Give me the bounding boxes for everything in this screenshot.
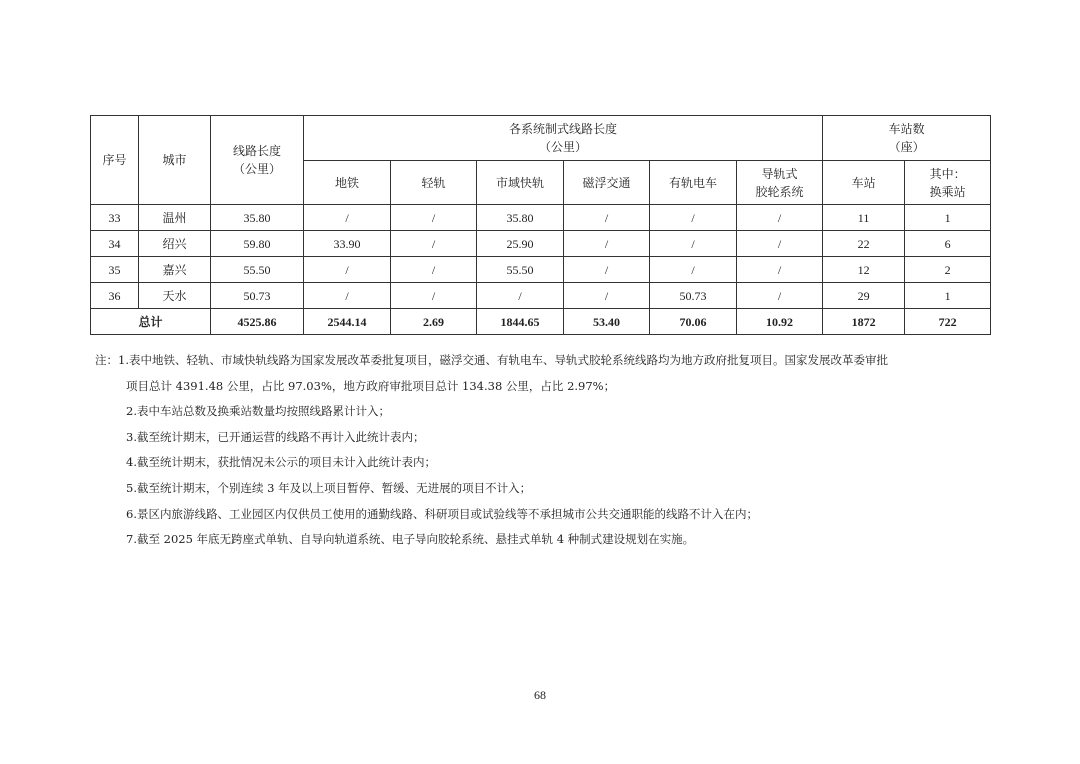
header-length-unit: （公里） xyxy=(232,162,281,176)
cell-transfer: 6 xyxy=(905,231,991,257)
table-row xyxy=(91,205,991,231)
cell-stations: 12 xyxy=(823,257,905,283)
cell-metro: / xyxy=(304,283,391,309)
header-metro: 地铁 xyxy=(304,161,391,205)
cell-metro: / xyxy=(304,257,391,283)
table-row xyxy=(91,257,991,283)
header-systems-label: 各系统制式线路长度 xyxy=(509,122,618,136)
cell-light-rail: / xyxy=(391,283,477,309)
note-line: 注：1.表中地铁、轻轨、市域快轨线路为国家发展改革委批复项目，磁浮交通、有轨电车、导轨式胶轮系统线路均为地方政府批复项目。国家发展改革委审批 xyxy=(95,353,888,368)
header-maglev: 磁浮交通 xyxy=(564,161,650,205)
cell-tram: / xyxy=(650,231,737,257)
cell-index: 36 xyxy=(91,283,139,309)
total-guided: 10.92 xyxy=(737,309,823,335)
total-transfer: 722 xyxy=(905,309,991,335)
cell-guided: / xyxy=(737,231,823,257)
cell-maglev: / xyxy=(564,231,650,257)
total-metro: 2544.14 xyxy=(304,309,391,335)
header-transfer xyxy=(905,161,991,205)
cell-guided: / xyxy=(737,283,823,309)
header-length-label: 线路长度 xyxy=(232,144,281,158)
cell-maglev: / xyxy=(564,205,650,231)
note-line: 5.截至统计期末，个别连续 3 年及以上项目暂停、暂缓、无进展的项目不计入； xyxy=(126,481,532,496)
cell-city: 嘉兴 xyxy=(139,257,211,283)
total-suburban: 1844.65 xyxy=(477,309,564,335)
header-systems-group xyxy=(304,116,823,161)
header-stations-group-label: 车站数 xyxy=(888,122,925,136)
cell-tram: 50.73 xyxy=(650,283,737,309)
cell-transfer: 2 xyxy=(905,257,991,283)
note-line: 项目总计 4391.48 公里，占比 97.03%，地方政府审批项目总计 134.38 公里，占比 2.97%； xyxy=(126,378,616,393)
notes-section xyxy=(95,348,995,553)
table-row xyxy=(91,231,991,257)
table-header-row xyxy=(91,116,991,161)
cell-suburban: 55.50 xyxy=(477,257,564,283)
cell-metro: / xyxy=(304,205,391,231)
header-stations-group xyxy=(823,116,991,161)
cell-maglev: / xyxy=(564,283,650,309)
header-guided-line2: 胶轮系统 xyxy=(755,184,804,199)
cell-length: 55.50 xyxy=(211,257,304,283)
cell-suburban: 25.90 xyxy=(477,231,564,257)
cell-suburban: / xyxy=(477,283,564,309)
table-row xyxy=(91,283,991,309)
header-stations: 车站 xyxy=(823,161,905,205)
cell-length: 50.73 xyxy=(211,283,304,309)
note-line: 2.表中车站总数及换乘站数量均按照线路累计计入； xyxy=(126,404,390,419)
cell-light-rail: / xyxy=(391,257,477,283)
cell-light-rail: / xyxy=(391,205,477,231)
cell-city: 温州 xyxy=(139,205,211,231)
cell-transfer: 1 xyxy=(905,283,991,309)
header-transfer-line2: 换乘站 xyxy=(929,184,966,199)
total-stations: 1872 xyxy=(823,309,905,335)
cell-index: 33 xyxy=(91,205,139,231)
cell-index: 34 xyxy=(91,231,139,257)
note-line: 3.截至统计期末，已开通运营的线路不再计入此统计表内； xyxy=(126,429,425,444)
cell-tram: / xyxy=(650,257,737,283)
header-index: 序号 xyxy=(91,116,139,205)
cell-stations: 11 xyxy=(823,205,905,231)
header-guided xyxy=(737,161,823,205)
cell-stations: 22 xyxy=(823,231,905,257)
total-label: 总计 xyxy=(91,309,211,335)
header-tram: 有轨电车 xyxy=(650,161,737,205)
cell-guided: / xyxy=(737,205,823,231)
total-length: 4525.86 xyxy=(211,309,304,335)
cell-length: 59.80 xyxy=(211,231,304,257)
cell-city: 绍兴 xyxy=(139,231,211,257)
cell-city: 天水 xyxy=(139,283,211,309)
header-light-rail: 轻轨 xyxy=(391,161,477,205)
total-tram: 70.06 xyxy=(650,309,737,335)
cell-tram: / xyxy=(650,205,737,231)
note-line: 6.景区内旅游线路、工业园区内仅供员工使用的通勤线路、科研项目或试验线等不承担城市公共交通职能的线路不计入在内； xyxy=(126,506,758,521)
header-city: 城市 xyxy=(139,116,211,205)
cell-metro: 33.90 xyxy=(304,231,391,257)
cell-suburban: 35.80 xyxy=(477,205,564,231)
note-line: 4.截至统计期末，获批情况未公示的项目未计入此统计表内； xyxy=(126,455,436,470)
note-line: 7.截至 2025 年底无跨座式单轨、自导向轨道系统、电子导向胶轮系统、悬挂式单轨 4 种制式建设规划在实施。 xyxy=(126,532,695,547)
statistics-table xyxy=(90,115,991,335)
cell-transfer: 1 xyxy=(905,205,991,231)
total-maglev: 53.40 xyxy=(564,309,650,335)
cell-length: 35.80 xyxy=(211,205,304,231)
page-number: 68 xyxy=(534,688,546,702)
cell-index: 35 xyxy=(91,257,139,283)
cell-maglev: / xyxy=(564,257,650,283)
cell-guided: / xyxy=(737,257,823,283)
total-row xyxy=(91,309,991,335)
header-stations-group-unit: （座） xyxy=(888,140,925,154)
header-transfer-line1: 其中： xyxy=(929,166,966,181)
header-length xyxy=(211,116,304,205)
cell-light-rail: / xyxy=(391,231,477,257)
header-guided-line1: 导轨式 xyxy=(761,166,798,181)
cell-stations: 29 xyxy=(823,283,905,309)
header-suburban: 市域快轨 xyxy=(477,161,564,205)
header-systems-unit: （公里） xyxy=(539,140,588,154)
total-light-rail: 2.69 xyxy=(391,309,477,335)
